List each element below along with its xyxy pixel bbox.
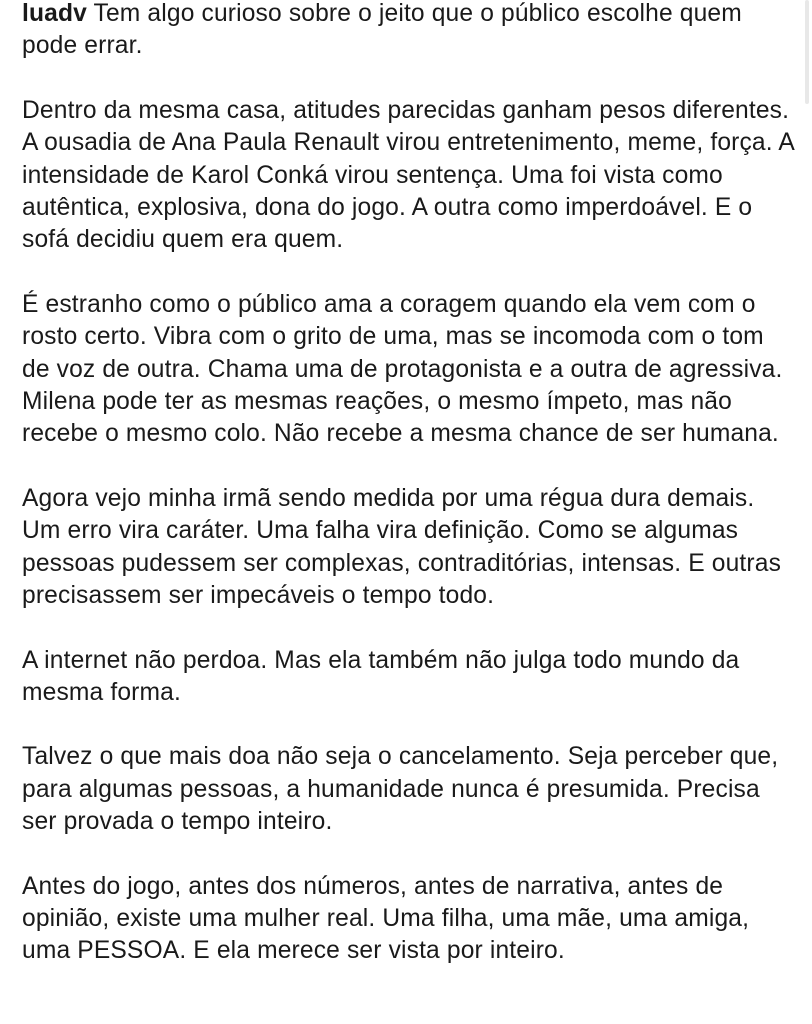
caption-first-paragraph xyxy=(22,0,794,63)
caption-paragraph-4: A internet não perdoa. Mas ela também não julga todo mundo da mesma forma. xyxy=(22,646,740,706)
caption-paragraph-5: Talvez o que mais doa não seja o cancelamento. Seja perceber que, para algumas pessoas, a humanidade nunca é presumida. Precisa ser provada o tempo inteiro. xyxy=(22,743,779,836)
caption-paragraph-2: É estranho como o público ama a coragem quando ela vem com o rosto certo. Vibra com o grito de uma, mas se incomoda com o tom de voz de outra. Chama uma de protagonista e a outra de agressiva. Milena pode ter as mesmas reações, o mesmo ímpeto, mas não recebe o mesmo colo. Não recebe a mesma chance de ser humana. xyxy=(22,290,783,448)
scroll-indicator[interactable] xyxy=(805,0,809,104)
caption-opening-text: Tem algo curioso sobre o jeito que o público escolhe quem pode errar. xyxy=(22,0,742,60)
post-caption xyxy=(22,0,794,1000)
caption-paragraph-3: Agora vejo minha irmã sendo medida por uma régua dura demais. Um erro vira caráter. Uma falha vira definição. Como se algumas pessoas pudessem ser complexas, contraditórias, intensas. E outras precisassem ser impecáveis o tempo todo. xyxy=(22,484,782,610)
caption-paragraph-6: Antes do jogo, antes dos números, antes de narrativa, antes de opinião, existe uma mulher real. Uma filha, uma mãe, uma amiga, uma PESSOA. E ela merece ser vista por inteiro. xyxy=(22,872,750,965)
username-link[interactable]: luadv xyxy=(22,0,87,27)
caption-paragraph-1: Dentro da mesma casa, atitudes parecidas ganham pesos diferentes. A ousadia de Ana Paula Renault virou entretenimento, meme, força. A intensidade de Karol Conká virou sentença. Uma foi vista como autêntica, explosiva, dona do jogo. A outra como imperdoável. E o sofá decidiu quem era quem. xyxy=(22,96,794,254)
